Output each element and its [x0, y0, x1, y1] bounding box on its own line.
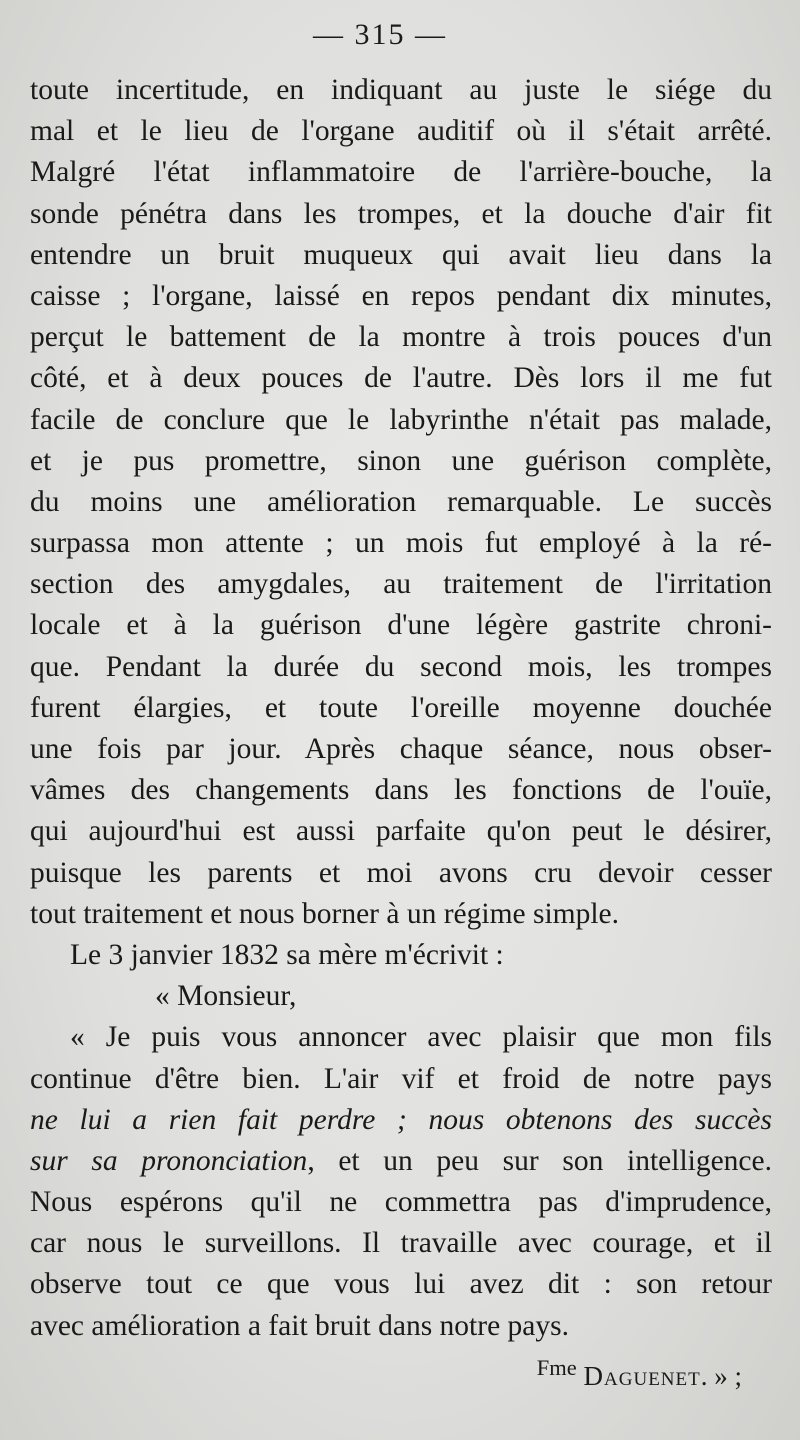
body-text — [30, 70, 772, 1391]
text-line: du moins une amélioration remarquable. Le succès — [30, 485, 772, 518]
text-line: entendre un bruit muqueux qui avait lieu dans la — [30, 238, 772, 271]
letter-line: Nous espérons qu'il ne commettra pas d'imprudence, — [30, 1186, 772, 1219]
letter-line: continue d'être bien. L'air vif et froid de notre pays — [30, 1062, 772, 1095]
text-line: qui aujourd'hui est aussi parfaite qu'on peut le désirer, — [30, 815, 772, 848]
letter-line-rest: , et un peu sur son intelligence. — [307, 1144, 772, 1177]
text-line: une fois par jour. Après chaque séance, nous obser- — [30, 733, 772, 765]
text-line: puisque les parents et moi avons cru devoir cesser — [30, 856, 772, 889]
page-number: — 315 — — [313, 18, 447, 51]
text-line: côté, et à deux pouces de l'autre. Dès lors il me fut — [30, 362, 772, 395]
signature-prefix: Fme — [536, 1354, 577, 1380]
text-line: tout traitement et nous borner à un régime simple. — [30, 897, 620, 930]
letter-line: avec amélioration a fait bruit dans notre pays. — [30, 1309, 569, 1342]
letter-salutation: « Monsieur, — [155, 980, 297, 1013]
text-line: furent élargies, et toute l'oreille moyenne douchée — [30, 691, 772, 724]
text-line: sonde pénétra dans les trompes, et la douche d'air fit — [30, 197, 772, 230]
text-line: locale et à la guérison d'une légère gastrite chroni- — [30, 609, 772, 642]
signature — [30, 1347, 772, 1391]
text-line: surpassa mon attente ; un mois fut employé à la ré- — [30, 527, 772, 560]
text-line: toute incertitude, en indiquant au juste le siége du — [30, 74, 772, 106]
text-line: facile de conclure que le labyrinthe n'était pas malade, — [30, 403, 772, 436]
text-line: mal et le lieu de l'organe auditif où il s'était arrêté. — [30, 115, 772, 148]
text-line: section des amygdales, au traitement de l'irritation — [30, 568, 772, 601]
text-line: Malgré l'état inflammatoire de l'arrière-bouche, la — [30, 156, 772, 189]
italic-phrase: sur sa prononciation — [30, 1144, 308, 1177]
letter-line: observe tout ce que vous lui avez dit : son retour — [30, 1268, 772, 1301]
text-line: vâmes des changements dans les fonctions de l'ouïe, — [30, 774, 772, 807]
letter-line: car nous le surveillons. Il travaille avec courage, et il — [30, 1227, 772, 1260]
letter-line: « Je puis vous annoncer avec plaisir que mon fils — [70, 1021, 772, 1054]
text-line: que. Pendant la durée du second mois, les trompes — [30, 650, 772, 683]
date-line: Le 3 janvier 1832 sa mère m'écrivit : — [70, 938, 504, 971]
text-line: et je pus promettre, sinon une guérison complète, — [30, 444, 772, 477]
text-line: caisse ; l'organe, laissé en repos pendant dix minutes, — [30, 279, 772, 312]
signature-name: Daguenet — [583, 1360, 701, 1391]
signature-suffix: . » ; — [700, 1360, 742, 1391]
text-line: perçut le battement de la montre à trois pouces d'un — [30, 321, 772, 354]
letter-line — [30, 1141, 772, 1182]
letter-line-italic: ne lui a rien fait perdre ; nous obtenons des succès — [30, 1103, 772, 1136]
